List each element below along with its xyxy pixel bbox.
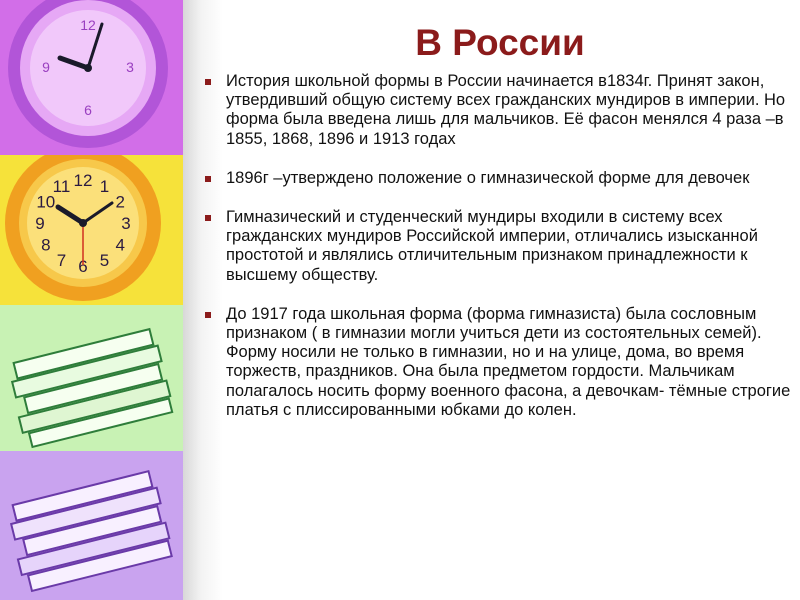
clock-numeral: 5 [99,251,110,271]
clock-numeral: 1 [99,176,110,196]
purple-books-icon [0,451,183,600]
svg-text:3: 3 [126,59,134,75]
decorative-image-strip [0,0,183,600]
slide-title: В России [415,22,585,63]
clock-numeral: 10 [36,192,56,212]
bullet-item: До 1917 года школьная форма (форма гимназиста) была сословным признаком ( в гимназии могли учиться дети из состоятельных семей). Форму носили не только в гимназии, но и на улице, дома, во время торжеств, праздников. Она была предметом гордости. Мальчикам полагалось носить форму военного фасона, а девочкам- тёмные строгие платья с плиссированными юбками до колен. [202,305,792,420]
bullet-item: История школьной формы в России начинается в1834г. Принят закон, утвердивший общую систему всех гражданских мундиров в империи. Но форма была введена лишь для мальчиков. Её фасон менялся 4 раза –в 1855, 1868, 1896 и 1913 годах [202,72,792,149]
clock-numeral: 9 [35,214,45,233]
bullet-item: Гимназический и студенческий мундиры входили в систему всех гражданских мундиров Российской империи, отличались изысканной простотой и являлись отличительным признаком принадлежности к высшему обществу. [202,208,792,285]
green-books-icon [0,305,183,451]
clock-numeral: 6 [78,257,88,276]
clock-numeral: 3 [121,214,131,233]
svg-text:9: 9 [42,59,50,75]
slide-bullet-list [202,72,792,440]
clock-numeral: 8 [41,235,51,255]
purple-books-panel [0,451,183,600]
clock-numeral: 11 [52,176,71,196]
svg-text:12: 12 [80,17,96,33]
purple-clock-icon [0,0,183,155]
green-books-panel [0,305,183,451]
clock-numeral: 12 [73,171,93,190]
clock-numeral: 4 [115,235,125,255]
clock-numeral: 2 [115,192,125,212]
clock-numeral: 7 [56,251,67,271]
bullet-item: 1896г –утверждено положение о гимназической форме для девочек [202,169,792,188]
orange-clock-icon [0,155,183,305]
svg-text:6: 6 [84,102,92,118]
orange-clock-panel [0,155,183,305]
purple-clock-panel [0,0,183,155]
